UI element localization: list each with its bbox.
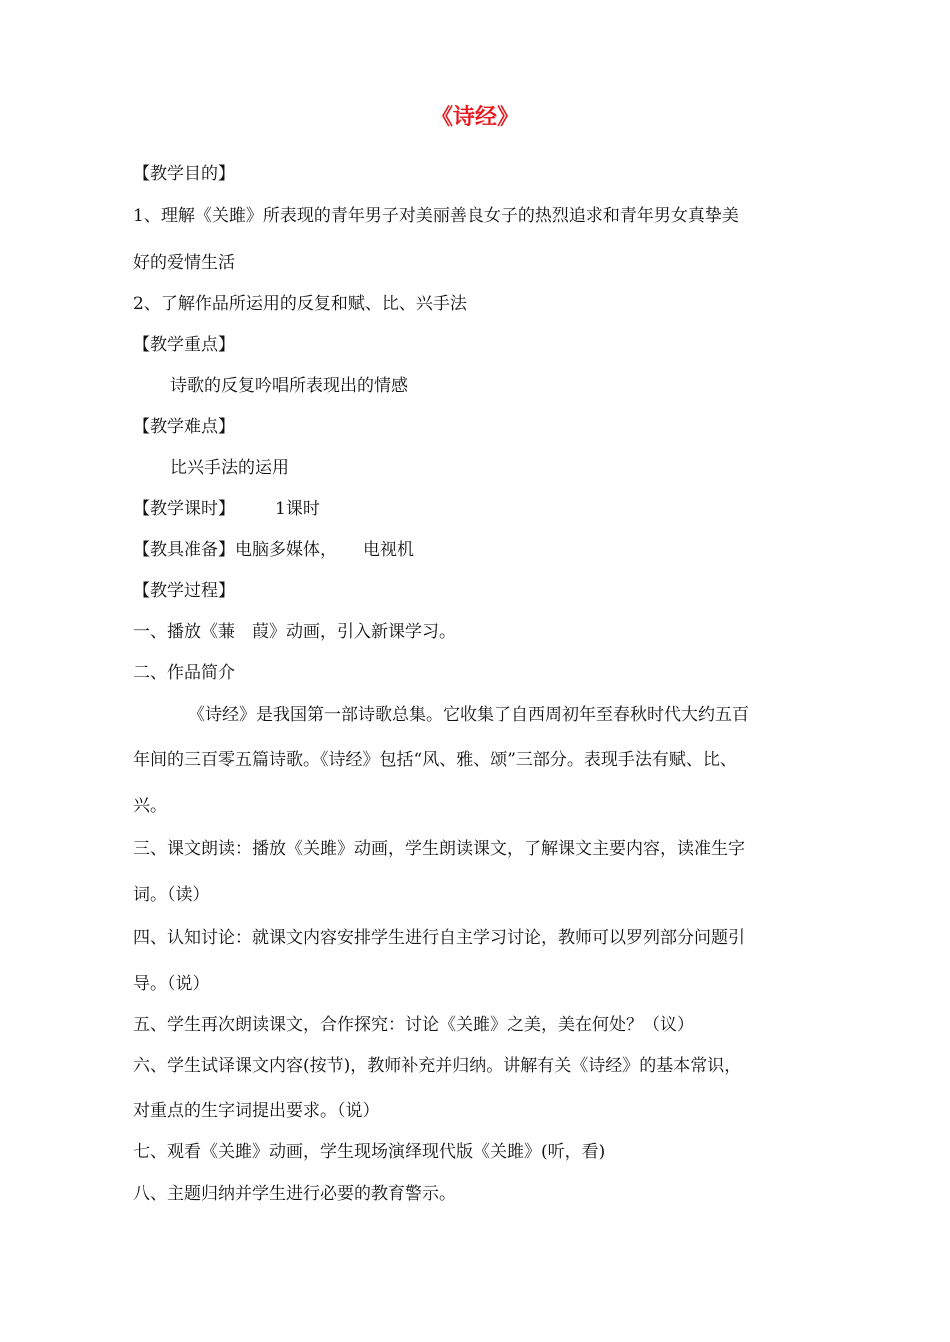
hours-row [133,497,320,521]
tools-text-a: 电脑多媒体， [235,540,337,560]
process-header: 【教学过程】 [133,581,235,601]
objective-1-line-b: 好的爱情生活 [133,253,235,273]
difficulty-header: 【教学难点】 [133,417,235,437]
key-header: 【教学重点】 [133,335,235,355]
step-2: 二、作品简介 [133,663,235,683]
tools-header: 【教具准备】 [133,540,235,560]
step-6-line-a: 六、学生试译课文内容(按节)，教师补充并归纳。讲解有关《诗经》的基本常识， [133,1056,742,1076]
tools-row [133,538,414,562]
difficulty-text: 比兴手法的运用 [170,458,289,478]
step-1: 一、播放《蒹 葭》动画，引入新课学习。 [133,622,456,642]
objectives-header: 【教学目的】 [133,164,235,184]
key-text: 诗歌的反复吟唱所表现出的情感 [170,376,408,396]
step-4-line-a: 四、认知讨论：就课文内容安排学生进行自主学习讨论，教师可以罗列部分问题引 [133,928,745,948]
step-6-line-b: 对重点的生字词提出要求。（说） [133,1101,380,1121]
objective-1-line-a: 1、理解《关雎》所表现的青年男子对美丽善良女子的热烈追求和青年男女真挚美 [133,206,739,226]
objective-2: 2、了解作品所运用的反复和赋、比、兴手法 [133,294,467,314]
intro-line-b: 年间的三百零五篇诗歌。《诗经》包括“风、雅、颂”三部分。表现手法有赋、比、 [133,750,737,770]
step-8: 八、主题归纳并学生进行必要的教育警示。 [133,1184,456,1204]
tools-text-b: 电视机 [363,540,414,560]
step-7: 七、观看《关雎》动画，学生现场演绎现代版《关雎》(听，看) [133,1142,606,1162]
step-3-line-b: 词。（读） [133,885,210,905]
page-title: 《诗经》 [430,105,519,130]
intro-line-a: 《诗经》是我国第一部诗歌总集。它收集了自西周初年至春秋时代大约五百 [188,705,749,725]
intro-line-c: 兴。 [133,796,167,816]
step-4-line-b: 导。（说） [133,974,210,994]
hours-header: 【教学课时】 [133,499,235,519]
step-5: 五、学生再次朗读课文，合作探究：讨论《关雎》之美，美在何处？（议） [133,1015,694,1035]
hours-text: 1课时 [275,499,320,519]
step-3-line-a: 三、课文朗读：播放《关雎》动画，学生朗读课文，了解课文主要内容，读准生字 [133,839,745,859]
